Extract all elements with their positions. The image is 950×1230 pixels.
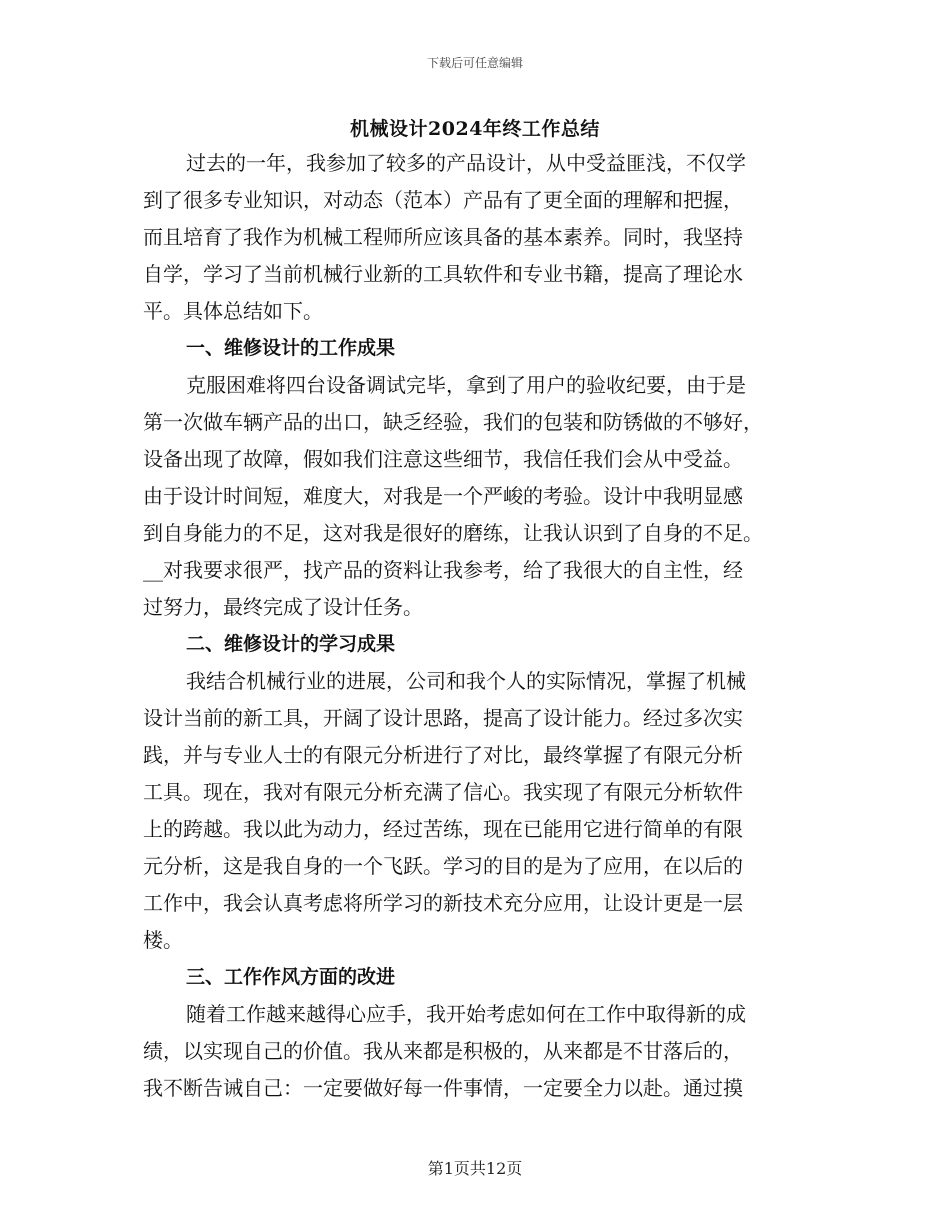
paragraph-line: 绩，以实现自己的价值。我从来都是积极的，从来都是不甘落后的， xyxy=(143,1039,743,1063)
header-note: 下载后可任意编辑 xyxy=(426,56,523,70)
paragraph-line: 元分析，这是我自身的一个飞跃。学习的目的是为了应用，在以后的 xyxy=(143,854,743,878)
paragraph-line: 克服困难将四台设备调试完毕，拿到了用户的验收纪要，由于是 xyxy=(186,373,746,397)
paragraph-line: 践，并与专业人士的有限元分析进行了对比，最终掌握了有限元分析 xyxy=(143,743,743,767)
paragraph-line: 自学，学习了当前机械行业新的工具软件和专业书籍，提高了理论水 xyxy=(143,262,743,286)
paragraph-line: 我结合机械行业的进展，公司和我个人的实际情况，掌握了机械 xyxy=(186,669,746,693)
paragraph-line: 设备出现了故障，假如我们注意这些细节，我信任我们会从中受益。 xyxy=(143,447,743,471)
paragraph-line: 上的跨越。我以此为动力，经过苦练，现在已能用它进行简单的有限 xyxy=(143,817,743,841)
paragraph-line: 过去的一年，我参加了较多的产品设计，从中受益匪浅，不仅学 xyxy=(186,151,746,175)
paragraph-line: 平。具体总结如下。 xyxy=(143,299,323,323)
paragraph-line: 由于设计时间短，难度大，对我是一个严峻的考验。设计中我明显感 xyxy=(143,484,743,508)
paragraph-line: 第一次做车辆产品的出口，缺乏经验，我们的包装和防锈做的不够好， xyxy=(143,410,763,434)
page-footer: 第1页共12页 xyxy=(427,1159,523,1178)
document-body xyxy=(143,145,809,1107)
paragraph-line: 过努力，最终完成了设计任务。 xyxy=(143,595,423,619)
paragraph-line: 楼。 xyxy=(143,928,183,952)
section-heading: 一、维修设计的工作成果 xyxy=(186,337,396,359)
paragraph-line: __对我要求很严，找产品的资料让我参考，给了我很大的自主性，经 xyxy=(143,558,743,582)
paragraph-line: 到自身能力的不足，这对我是很好的磨练，让我认识到了自身的不足。 xyxy=(143,521,763,545)
section-heading: 二、维修设计的学习成果 xyxy=(186,633,396,655)
paragraph-line: 设计当前的新工具，开阔了设计思路，提高了设计能力。经过多次实 xyxy=(143,706,743,730)
paragraph-line: 到了很多专业知识，对动态（范本）产品有了更全面的理解和把握， xyxy=(143,188,743,212)
section-heading: 三、工作作风方面的改进 xyxy=(186,966,396,988)
paragraph-line: 我不断告诫自己：一定要做好每一件事情，一定要全力以赴。通过摸 xyxy=(143,1076,743,1100)
paragraph-line: 工具。现在，我对有限元分析充满了信心。我实现了有限元分析软件 xyxy=(143,780,743,804)
document-title: 机械设计2024年终工作总结 xyxy=(350,118,600,140)
paragraph-line: 而且培育了我作为机械工程师所应该具备的基本素养。同时，我坚持 xyxy=(143,225,743,249)
paragraph-line: 工作中，我会认真考虑将所学习的新技术充分应用，让设计更是一层 xyxy=(143,891,743,915)
paragraph-line: 随着工作越来越得心应手，我开始考虑如何在工作中取得新的成 xyxy=(186,1002,746,1026)
